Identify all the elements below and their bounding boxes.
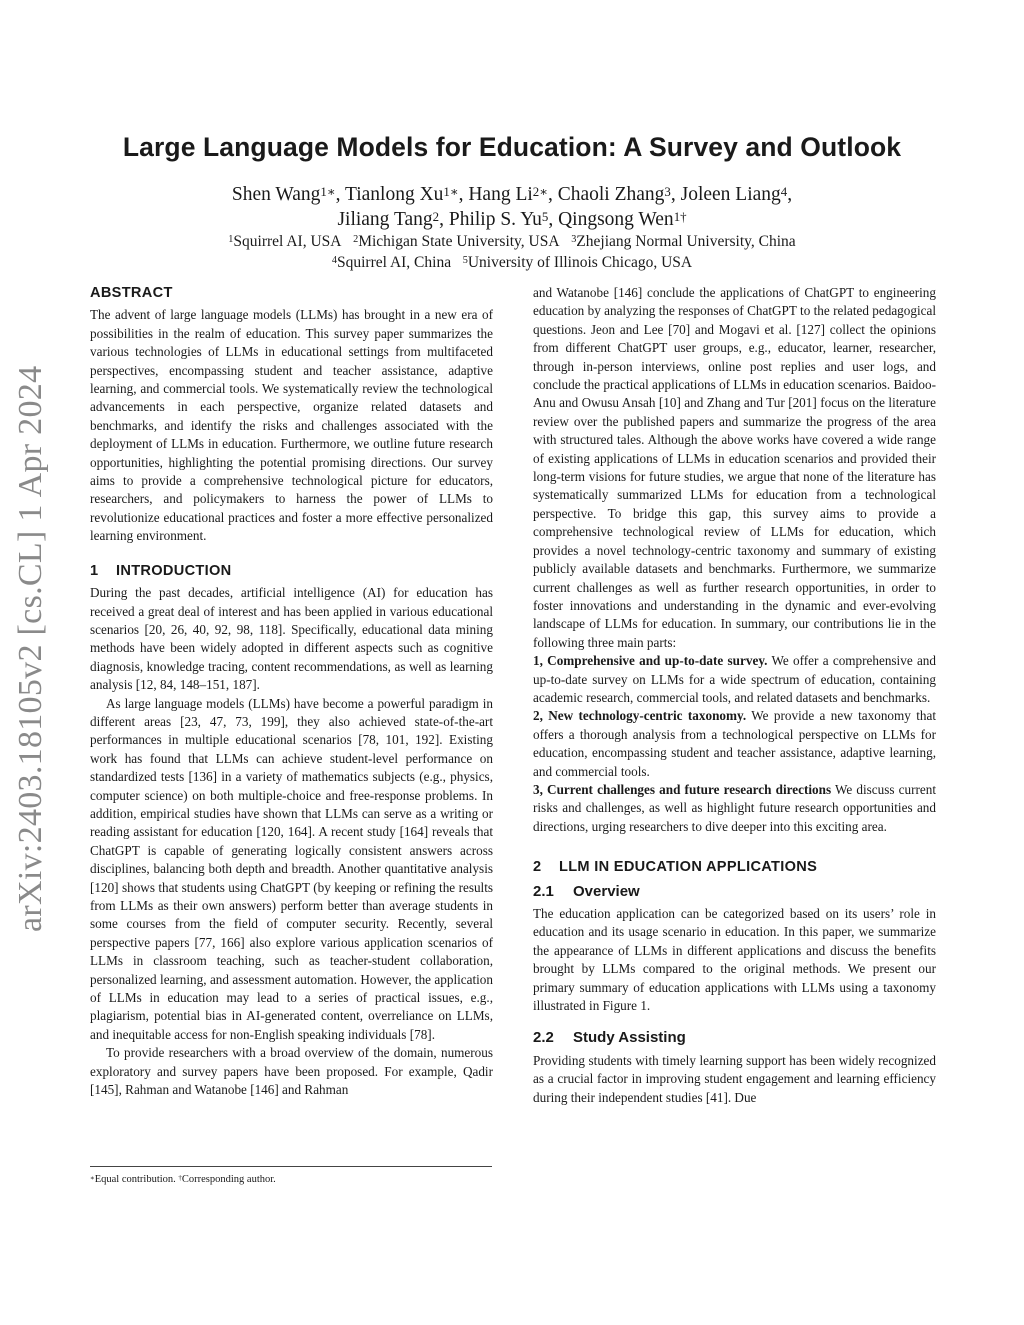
- intro-continuation: and Watanobe [146] conclude the applications of ChatGPT to engineering education by analyzing the responses of ChatGPT to the related pedagogical questions. Jeon and Lee [70] and Mogavi et al. [127] collect the opinions from different ChatGPT user groups, e.g., educator, learner, researcher, through in-person interviews, online post replies and user logs, and conclude the practical applications of LLMs in education scenarios. Baidoo-Anu and Owusu Ansah [10] and Zhang and Tur [201] focus on the literature review over the published papers and summarize the progress of the area with structured tales. Although the above works have covered a wide range of existing applications of LLMs in education scenarios and provided their long-term visions for future studies, we argue that none of the literature has systematically summarized LLMs for education from a technological perspective. To bridge this gap, this survey aims to provide a comprehensive technological review of LLMs for education, which provides a novel technology-centric taxonomy and summary of existing publicly available datasets and benchmarks. Furthermore, we summarize current challenges as well as further research opportunities, in order to foster innovations and understanding in the dynamic and ever-evolving landscape of LLMs for education. In summary, our contributions lie in the following three main parts:: [533, 285, 936, 650]
- affiliation-mark: 5: [462, 255, 468, 267]
- author-sep: ,: [439, 209, 449, 230]
- affiliation-mark: 1: [228, 234, 234, 246]
- arxiv-identifier: arXiv:2403.18105v2 [cs.CL] 1 Apr 2024: [12, 365, 49, 932]
- contribution-text: We discuss current risks and challenges, as well as highlight future research opportunities and directions, urging researchers to dive deeper into this exciting area.: [533, 781, 936, 834]
- author-sep: ,: [670, 184, 681, 205]
- subsection-number: 2.1: [533, 882, 554, 900]
- overview-paragraph: The education application can be categorized based on its users’ role in education and its usage scenario in education. In this paper, we summarize the appearance of LLMs in different applications and discuss the benefits brought by LLMs compared to the original methods. We present our primary summary of education applications with LLMs using a taxonomy illustrated in Figure 1.: [533, 906, 936, 1014]
- introduction-heading: [90, 562, 493, 580]
- author-line-1: [0, 182, 1024, 207]
- abstract-text: The advent of large language models (LLMs) has brought in a new era of possibilities in the realm of education. This survey paper summarizes the various technologies of LLMs in educational settings from multifaceted perspectives, encompassing student and teacher assistance, adaptive learning, and commercial tools. We systematically review the technological advancements in each perspective, organize related datasets and benchmarks, and identify the risks and challenges associated with the deployment of LLMs in education. Furthermore, we outline future research opportunities, highlighting the potential promising directions. Our survey aims to provide a comprehensive technological picture for educators, researchers, and policymakers to harness the power of LLMs to revolutionize educational practices and foster a more effective personalized learning environment.: [90, 307, 493, 544]
- section-title: INTRODUCTION: [116, 562, 232, 579]
- footnote-equal: Equal contribution.: [94, 1174, 179, 1185]
- author-mark: 3: [664, 184, 671, 199]
- intro-paragraph-3: To provide researchers with a broad overview of the domain, numerous exploratory and survey papers have been proposed. For example, Qadir [145], Rahman and Watanobe [146] and Rahman: [90, 1045, 493, 1098]
- subsection-2-2-heading: [533, 1029, 936, 1047]
- author-line-2: [0, 207, 1024, 232]
- author-sep: ,: [547, 184, 558, 205]
- author-mark: 1∗: [320, 184, 336, 199]
- intro-paragraph-1: During the past decades, artificial intelligence (AI) for education has received a great deal of interest and has been applied in various educational scenarios [20, 26, 40, 92, 98, 118]. Specifically, educational data mining methods have been widely adopted in different aspects such as cognitive diagnosis, knowledge tracing, content recommendations, as well as learning analysis [12, 84, 148–151, 187].: [90, 585, 493, 693]
- footnote-mark: †: [178, 1174, 182, 1182]
- subsection-number: 2.2: [533, 1029, 554, 1047]
- author-name: Chaoli Zhang: [557, 184, 665, 205]
- author-name: Qingsong Wen: [558, 209, 674, 230]
- left-column: [90, 284, 493, 1099]
- contribution-title: 1, Comprehensive and up-to-date survey.: [533, 653, 768, 669]
- subsection-2-1-heading: [533, 883, 936, 901]
- footnote-mark: ∗: [90, 1174, 95, 1182]
- author-sep: ,: [787, 184, 793, 205]
- author-name: Tianlong Xu: [344, 184, 444, 205]
- footnote-rule: [90, 1166, 492, 1167]
- section-title: LLM IN EDUCATION APPLICATIONS: [559, 859, 818, 876]
- author-mark: 2∗: [532, 184, 548, 199]
- section-2-heading: [533, 858, 936, 876]
- contribution-title: 3, Current challenges and future research directions: [533, 781, 832, 797]
- author-name: Philip S. Yu: [448, 209, 542, 230]
- contribution-text: We offer a comprehensive and up-to-date survey on LLMs for a wide spectrum of education, containing academic research, commercial tools, and related datasets and benchmarks.: [533, 653, 936, 705]
- author-sep: ,: [458, 184, 469, 205]
- author-mark: 1†: [673, 209, 687, 224]
- contribution-1: [533, 652, 936, 707]
- author-mark: 1∗: [443, 184, 459, 199]
- right-column: [533, 284, 936, 1107]
- study-assisting-paragraph: Providing students with timely learning support has been widely recognized as a crucial factor in improving student engagement and learning efficiency during their independent studies [41]. Due: [533, 1052, 936, 1105]
- author-name: Jiliang Tang: [337, 209, 433, 230]
- intro-paragraph-2: As large language models (LLMs) have become a powerful paradigm in different areas [23, 47, 73, 199], they also achieved state-of-the-art performances in multiple educational scenarios [78, 101, 192]. Existing work has found that LLMs can achieve student-level performance on standardized tests [136] in a variety of mathematics subjects (e.g., physics, computer science) on both multiple-choice and free-response problems. In addition, empirical studies have shown that LLMs can serve as a writing or reading assistant for education [120, 164]. A recent study [164] reveals that ChatGPT is capable of generating logically consistent answers across disciplines, balancing both depth and breadth. Another quantitative analysis [120] shows that students using ChatGPT (by keeping or refining the results from LLMs as their own answers) perform better than average students in some courses from the field of computer security. Recently, several perspective papers [77, 166] also explore various application scenarios of LLMs in classroom teaching, such as teacher-student collaboration, personalized learning, and assessment automation. However, the application of LLMs in education may lead to a series of practical issues, e.g., plagiarism, potential bias in AI-generated content, overreliance on LLMs, and inequitable access for non-English speaking individuals [78].: [90, 695, 493, 1042]
- affiliation-line-2: [0, 252, 1024, 273]
- abstract-heading: ABSTRACT: [90, 285, 173, 301]
- footnote: [90, 1173, 276, 1186]
- affiliation-name: University of Illinois Chicago, USA: [467, 254, 693, 271]
- affiliation-name: Squirrel AI, China: [336, 254, 452, 271]
- author-mark: 2: [432, 209, 440, 224]
- author-mark: 4: [780, 184, 788, 199]
- author-name: Shen Wang: [231, 184, 321, 205]
- affiliation-name: Squirrel AI, USA: [233, 233, 342, 250]
- subsection-title: Study Assisting: [573, 1029, 686, 1047]
- contribution-text: We provide a new taxonomy that offers a thorough analysis from a technological perspective on LLMs for education, encompassing student and teacher assistance, adaptive learning, and commercial tools.: [533, 708, 936, 779]
- affiliation-mark: 4: [331, 255, 337, 267]
- contribution-title: 2, New technology-centric taxonomy.: [533, 708, 747, 724]
- affiliation-line-1: [0, 231, 1024, 252]
- section-number: 1: [90, 562, 99, 579]
- author-name: Joleen Liang: [680, 184, 781, 205]
- author-sep: ,: [548, 209, 559, 230]
- affiliation-name: Zhejiang Normal University, China: [576, 233, 796, 250]
- affiliation-mark: 2: [353, 234, 359, 246]
- paper-title: Large Language Models for Education: A Survey and Outlook: [122, 132, 902, 162]
- affiliation-mark: 3: [571, 234, 577, 246]
- section-number: 2: [533, 859, 542, 876]
- contribution-3: [533, 781, 936, 836]
- affiliation-list: [0, 231, 1024, 273]
- affiliation-name: Michigan State University, USA: [358, 233, 560, 250]
- author-name: Hang Li: [468, 184, 533, 205]
- contribution-2: [533, 707, 936, 781]
- subsection-title: Overview: [573, 882, 640, 900]
- footnote-corresponding: Corresponding author.: [181, 1174, 276, 1185]
- author-list: [0, 182, 1024, 232]
- author-sep: ,: [335, 184, 345, 205]
- author-mark: 5: [541, 209, 549, 224]
